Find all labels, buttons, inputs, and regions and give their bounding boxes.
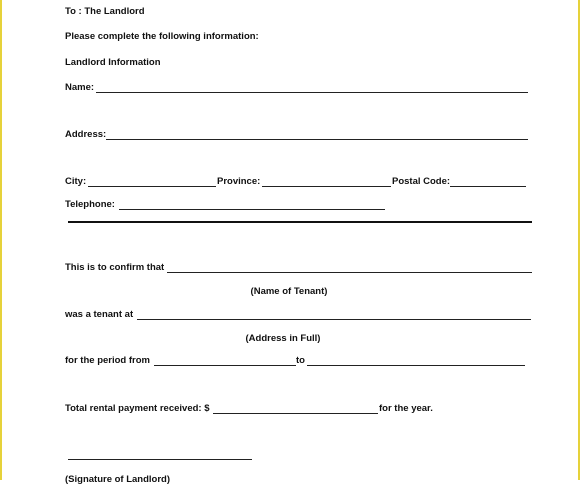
province-field[interactable] (262, 186, 391, 187)
name-label: Name: (65, 82, 95, 93)
signature-caption: (Signature of Landlord) (65, 474, 171, 485)
period-from-field[interactable] (154, 365, 296, 366)
postal-code-field[interactable] (450, 186, 526, 187)
telephone-label: Telephone: (65, 199, 115, 210)
for-year-label: for the year. (379, 403, 433, 414)
period-to-label: to (296, 355, 305, 366)
section-title: Landlord Information (65, 57, 161, 68)
tenant-name-caption: (Name of Tenant) (250, 286, 328, 297)
period-to-field[interactable] (307, 365, 525, 366)
total-rent-field[interactable] (213, 413, 378, 414)
address-label: Address: (65, 129, 107, 140)
tenant-at-label: was a tenant at (65, 309, 134, 320)
name-field[interactable] (96, 92, 528, 93)
postal-code-label: Postal Code: (392, 176, 451, 187)
signature-field[interactable] (68, 459, 252, 460)
total-rent-label: Total rental payment received: $ (65, 403, 210, 414)
tenant-address-caption: (Address in Full) (245, 333, 321, 344)
section-divider (68, 221, 532, 223)
address-field[interactable] (106, 139, 528, 140)
telephone-field[interactable] (119, 209, 385, 210)
period-from-label: for the period from (65, 355, 150, 366)
addressee-line: To : The Landlord (65, 6, 145, 17)
city-label: City: (65, 176, 87, 187)
instruction-text: Please complete the following information: (65, 31, 259, 42)
tenant-address-field[interactable] (137, 319, 531, 320)
province-label: Province: (217, 176, 261, 187)
tenant-name-field[interactable] (167, 272, 532, 273)
city-field[interactable] (88, 186, 216, 187)
confirm-label: This is to confirm that (65, 262, 165, 273)
